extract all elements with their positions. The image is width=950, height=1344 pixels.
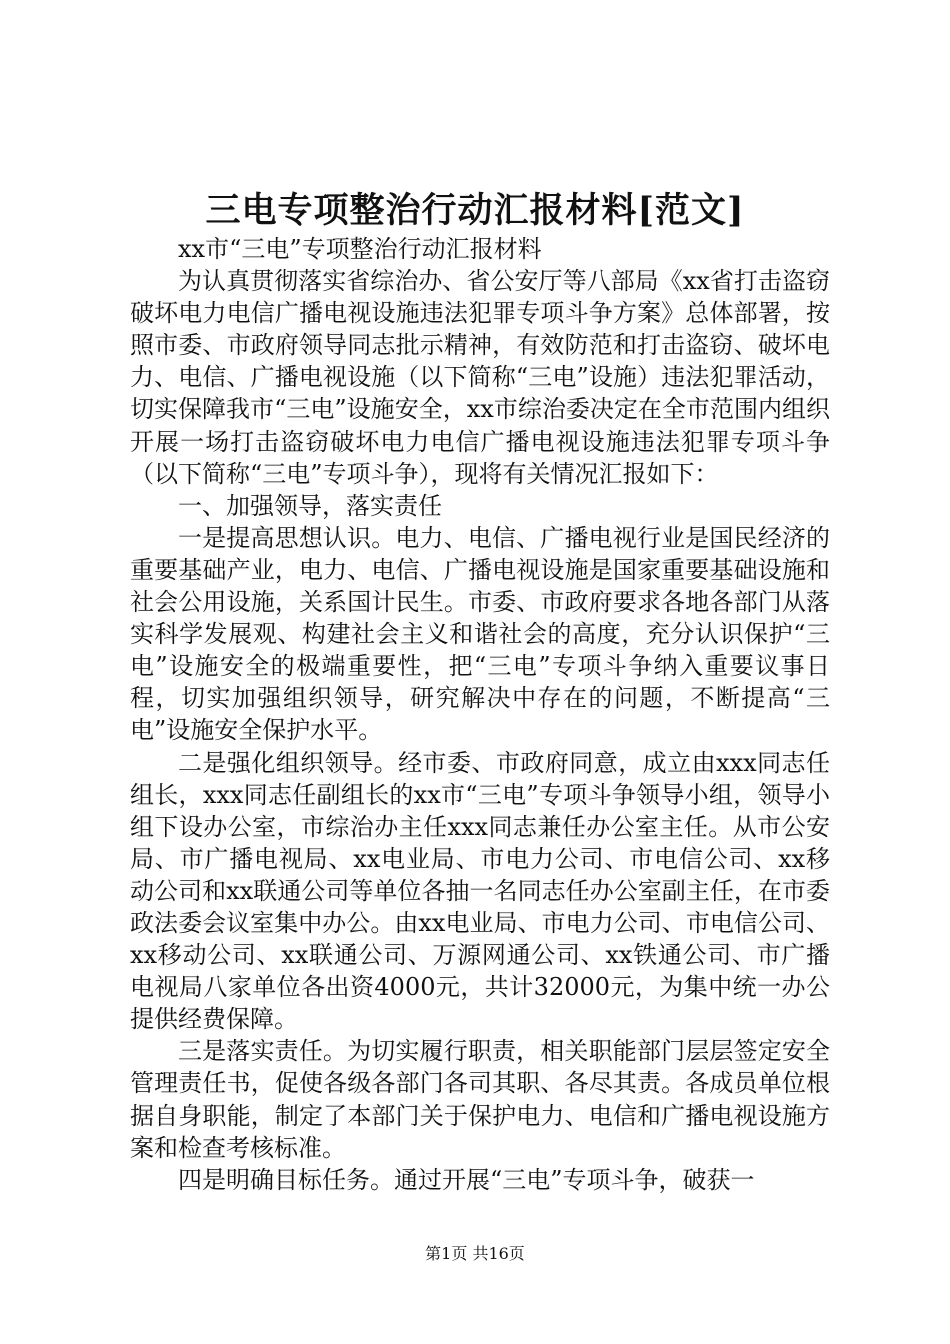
- paragraph-point-2: 二是强化组织领导。经市委、市政府同意，成立由xxx同志任组长，xxx同志任副组长的xx市“三电”专项斗争领导小组，领导小组下设办公室，市综治办主任xxx同志兼任办公室主任。从市公安局、市广播电视局、xx电业局、市电力公司、市电信公司、xx移动公司和xx联通公司等单位各抽一名同志任办公室副主任，在市委政法委会议室集中办公。由xx电业局、市电力公司、市电信公司、xx移动公司、xx联通公司、万源网通公司、xx铁通公司、市广播电视局八家单位各出资4000元，共计32000元，为集中统一办公提供经费保障。: [130, 748, 830, 1034]
- intro-paragraph: 为认真贯彻落实省综治办、省公安厅等八部局《xx省打击盗窃破坏电力电信广播电视设施违法犯罪专项斗争方案》总体部署，按照市委、市政府领导同志批示精神，有效防范和打击盗窃、破坏电力、电信、广播电视设施（以下简称“三电”设施）违法犯罪活动，切实保障我市“三电”设施安全，xx市综治委决定在全市范围内组织开展一场打击盗窃破坏电力电信广播电视设施违法犯罪专项斗争（以下简称“三电”专项斗争），现将有关情况汇报如下：: [130, 267, 830, 488]
- document-title: 三电专项整治行动汇报材料[范文]: [205, 190, 745, 231]
- paragraph-point-4: 四是明确目标任务。通过开展“三电”专项斗争，破获一: [178, 1165, 755, 1194]
- page-footer: 第1页 共16页: [425, 1244, 525, 1263]
- subtitle-line: xx市“三电”专项整治行动汇报材料: [178, 235, 542, 263]
- document-body: [130, 233, 830, 1196]
- paragraph-point-1: 一是提高思想认识。电力、电信、广播电视行业是国民经济的重要基础产业，电力、电信、广播电视设施是国家重要基础设施和社会公用设施，关系国计民生。市委、市政府要求各地各部门从落实科学发展观、构建社会主义和谐社会的高度，充分认识保护“三电”设施安全的极端重要性，把“三电”专项斗争纳入重要议事日程，切实加强组织领导，研究解决中存在的问题，不断提高“三电”设施安全保护水平。: [130, 523, 830, 745]
- paragraph-point-3: 三是落实责任。为切实履行职责，相关职能部门层层签定安全管理责任书，促使各级各部门各司其职、各尽其责。各成员单位根据自身职能，制定了本部门关于保护电力、电信和广播电视设施方案和检查考核标准。: [130, 1037, 830, 1162]
- section-heading: 一、加强领导，落实责任: [178, 491, 442, 520]
